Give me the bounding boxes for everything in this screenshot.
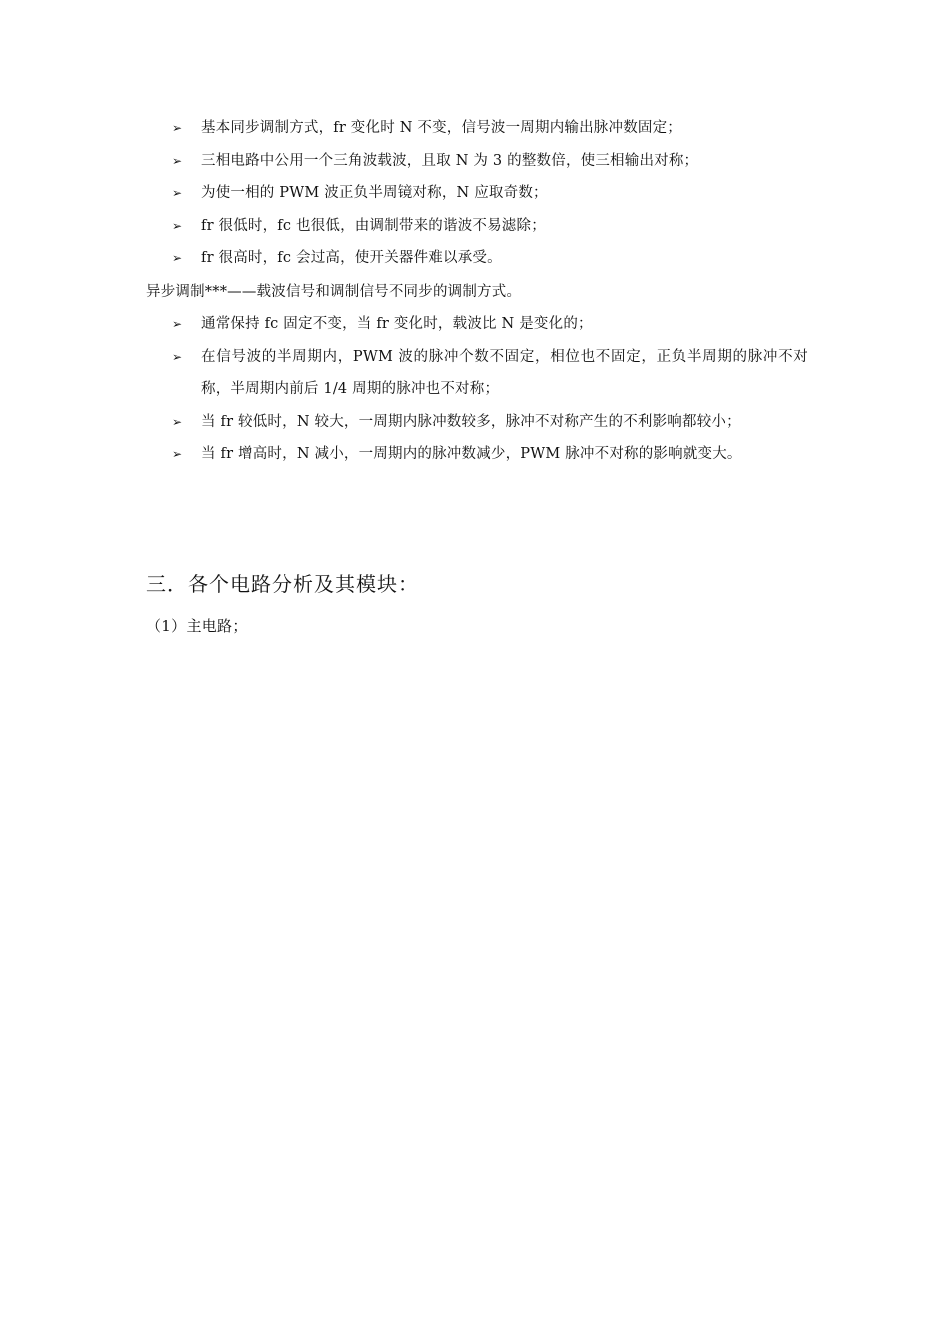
- list-item: [0, 112, 808, 145]
- sync-modulation-list: [0, 112, 950, 275]
- arrow-bullet-icon: ➢: [172, 447, 183, 462]
- list-item-text: fr 很高时，fc 会过高，使开关器件难以承受。: [201, 250, 502, 267]
- list-item: [0, 145, 808, 178]
- list-item: [0, 341, 808, 406]
- list-item-text: 在信号波的半周期内，PWM 波的脉冲个数不固定，相位也不固定，正负半周期的脉冲不对称，半周期内前后 1/4 周期的脉冲也不对称；: [201, 348, 808, 398]
- list-item: [0, 242, 808, 275]
- list-item-text: 当 fr 增高时，N 减小，一周期内的脉冲数减少，PWM 脉冲不对称的影响就变大。: [201, 446, 742, 463]
- arrow-bullet-icon: ➢: [172, 121, 183, 135]
- list-item-text: 当 fr 较低时，N 较大，一周期内脉冲数较多，脉冲不对称产生的不利影响都较小；: [201, 413, 741, 430]
- async-modulation-paragraph: 异步调制***——载波信号和调制信号不同步的调制方式。: [146, 284, 522, 300]
- list-item: [0, 438, 808, 471]
- list-item: [0, 210, 808, 243]
- list-item-text: 三相电路中公用一个三角波载波，且取 N 为 3 的整数倍，使三相输出对称；: [201, 152, 699, 169]
- list-item: [0, 177, 808, 210]
- list-item-text: 基本同步调制方式，fr 变化时 N 不变，信号波一周期内输出脉冲数固定；: [201, 120, 683, 136]
- arrow-bullet-icon: ➢: [172, 251, 183, 266]
- arrow-bullet-icon: ➢: [172, 349, 183, 364]
- list-item: [0, 406, 808, 439]
- list-item-text: fr 很低时，fc 也很低，由调制带来的谐波不易滤除；: [201, 217, 546, 234]
- async-modulation-list: [0, 308, 950, 471]
- arrow-bullet-icon: ➢: [172, 317, 183, 331]
- arrow-bullet-icon: ➢: [172, 186, 183, 201]
- arrow-bullet-icon: ➢: [172, 414, 183, 429]
- list-item-text: 为使一相的 PWM 波正负半周镜对称，N 应取奇数；: [201, 185, 548, 202]
- list-item-text: 通常保持 fc 固定不变，当 fr 变化时，载波比 N 是变化的；: [201, 316, 593, 332]
- subsection-heading: （1）主电路；: [146, 617, 248, 635]
- list-item: [0, 308, 808, 341]
- arrow-bullet-icon: ➢: [172, 218, 183, 233]
- section-heading: 三．各个电路分析及其模块：: [146, 572, 419, 596]
- arrow-bullet-icon: ➢: [172, 153, 183, 168]
